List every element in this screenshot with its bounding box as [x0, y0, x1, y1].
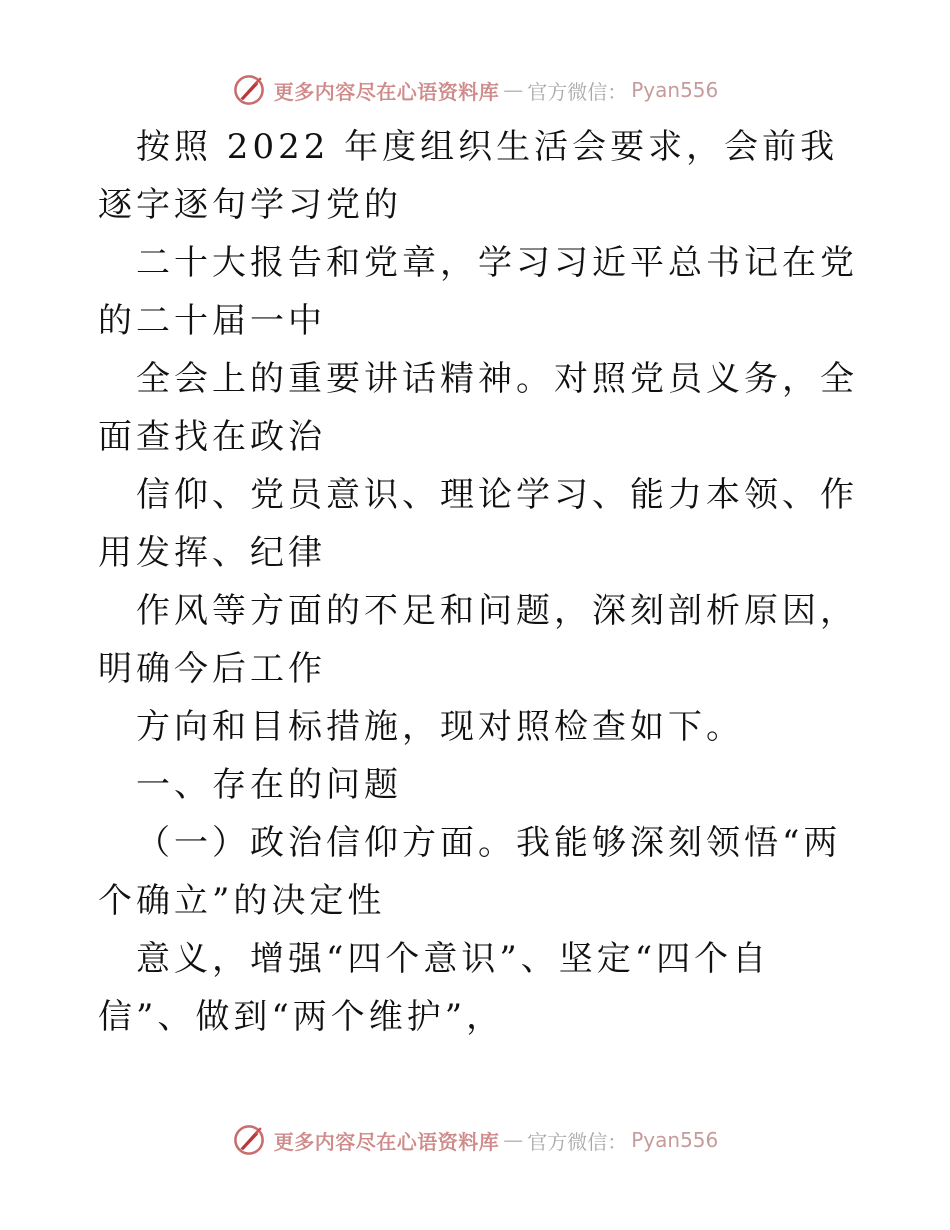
footer-watermark — [0, 1120, 950, 1160]
watermark-wechat-label: 官方微信： — [527, 79, 628, 104]
quill-pen-logo-icon — [232, 1123, 266, 1157]
watermark-dash: — — [503, 78, 524, 102]
watermark-wechat-label: 官方微信： — [527, 1129, 628, 1154]
watermark-wechat-id: Pyan556 — [631, 1128, 719, 1152]
watermark-brand-text: 更多内容尽在心语资料库 — [273, 79, 500, 104]
paragraph: 全会上的重要讲话精神。对照党员义务，全面查找在政治 — [98, 359, 858, 457]
paragraph: （一）政治信仰方面。我能够深刻领悟“两个确立”的决定性 — [98, 823, 842, 921]
section-heading: 一、存在的问题 — [136, 765, 402, 805]
paragraph: 二十大报告和党章，学习习近平总书记在党的二十届一中 — [98, 243, 858, 341]
paragraph: 作风等方面的不足和问题，深刻剖析原因，明确今后工作 — [98, 591, 858, 689]
watermark-dash: — — [503, 1128, 524, 1152]
paragraph: 按照 2022 年度组织生活会要求，会前我逐字逐句学习党的 — [98, 127, 839, 225]
paragraph: 意义，增强“四个意识”、坚定“四个自信”、做到“两个维护”， — [98, 939, 771, 1037]
watermark-wechat-id: Pyan556 — [631, 78, 719, 102]
document-body — [98, 118, 858, 1046]
quill-pen-logo-icon — [232, 73, 266, 107]
paragraph: 信仰、党员意识、理论学习、能力本领、作用发挥、纪律 — [98, 475, 858, 573]
paragraph: 方向和目标措施，现对照检查如下。 — [136, 707, 744, 747]
watermark-brand-text: 更多内容尽在心语资料库 — [273, 1129, 500, 1154]
header-watermark — [0, 70, 950, 110]
